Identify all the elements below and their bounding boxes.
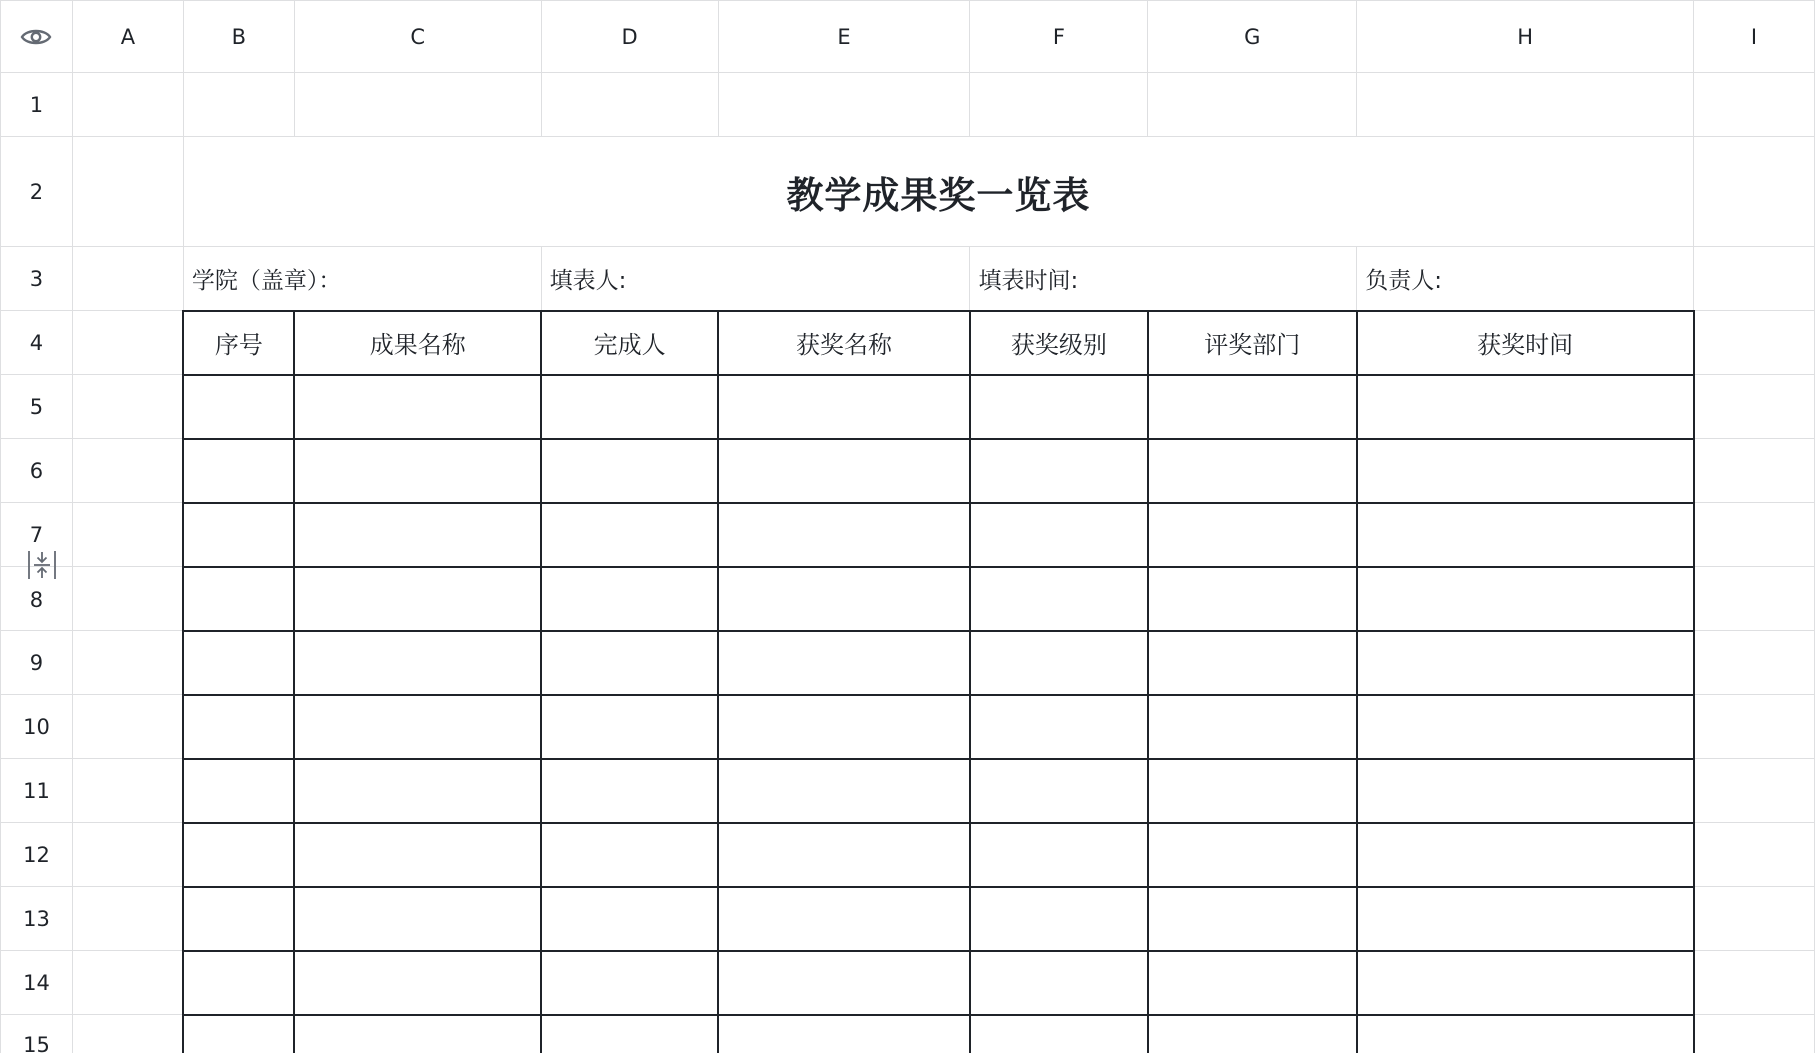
table-cell[interactable] — [970, 1015, 1148, 1053]
cell-i6[interactable] — [1694, 439, 1815, 503]
column-header-c[interactable]: C — [294, 1, 541, 73]
row-header-9[interactable]: 9 — [1, 631, 73, 695]
table-cell[interactable] — [541, 375, 718, 439]
table-cell[interactable] — [541, 567, 718, 631]
table-cell[interactable] — [294, 1015, 541, 1053]
cell-f1[interactable] — [970, 73, 1148, 137]
table-cell[interactable] — [183, 631, 294, 695]
table-cell[interactable] — [1148, 503, 1357, 567]
table-cell[interactable] — [541, 887, 718, 951]
cell-a7[interactable] — [72, 503, 183, 567]
column-header-a[interactable]: A — [72, 1, 183, 73]
cell-c1[interactable] — [294, 73, 541, 137]
table-cell[interactable] — [1148, 951, 1357, 1015]
table-cell[interactable] — [294, 695, 541, 759]
table-cell[interactable] — [970, 631, 1148, 695]
cell-a6[interactable] — [72, 439, 183, 503]
cell-a2[interactable] — [72, 137, 183, 247]
table-cell[interactable] — [1357, 503, 1694, 567]
table-cell[interactable] — [1148, 1015, 1357, 1053]
table-cell[interactable] — [1148, 567, 1357, 631]
row-header-14[interactable]: 14 — [1, 951, 73, 1015]
table-cell[interactable] — [183, 1015, 294, 1053]
cell-a8[interactable] — [72, 567, 183, 631]
column-header-d[interactable]: D — [541, 1, 718, 73]
table-cell[interactable] — [294, 631, 541, 695]
table-cell[interactable] — [1357, 695, 1694, 759]
row-header-1[interactable]: 1 — [1, 73, 73, 137]
cell-i1[interactable] — [1694, 73, 1815, 137]
row-header-3[interactable]: 3 — [1, 247, 73, 311]
column-header-g[interactable]: G — [1148, 1, 1357, 73]
cell-a13[interactable] — [72, 887, 183, 951]
cell-i7[interactable] — [1694, 503, 1815, 567]
column-header-h[interactable]: H — [1357, 1, 1694, 73]
college-label[interactable]: 学院（盖章）： — [183, 247, 541, 311]
row-header-2[interactable]: 2 — [1, 137, 73, 247]
row-header-7[interactable]: 7 — [1, 503, 73, 567]
table-cell[interactable] — [1357, 1015, 1694, 1053]
row-header-10[interactable]: 10 — [1, 695, 73, 759]
cell-a15[interactable] — [72, 1015, 183, 1053]
row-header-4[interactable]: 4 — [1, 311, 73, 375]
row-header-13[interactable]: 13 — [1, 887, 73, 951]
column-header-b[interactable]: B — [183, 1, 294, 73]
cell-a3[interactable] — [72, 247, 183, 311]
cell-i4[interactable] — [1694, 311, 1815, 375]
table-header-contributors[interactable]: 完成人 — [541, 311, 718, 375]
table-header-index[interactable]: 序号 — [183, 311, 294, 375]
table-cell[interactable] — [1357, 887, 1694, 951]
table-cell[interactable] — [1148, 375, 1357, 439]
table-cell[interactable] — [1357, 567, 1694, 631]
row-header-15[interactable]: 15 — [1, 1015, 73, 1053]
select-all-corner[interactable] — [1, 1, 73, 73]
column-header-e[interactable]: E — [718, 1, 970, 73]
table-cell[interactable] — [1357, 759, 1694, 823]
cell-i9[interactable] — [1694, 631, 1815, 695]
eye-icon[interactable] — [19, 25, 53, 49]
table-cell[interactable] — [718, 695, 970, 759]
table-cell[interactable] — [1357, 439, 1694, 503]
table-cell[interactable] — [1148, 631, 1357, 695]
table-cell[interactable] — [970, 823, 1148, 887]
table-cell[interactable] — [970, 567, 1148, 631]
table-cell[interactable] — [1148, 887, 1357, 951]
table-cell[interactable] — [541, 631, 718, 695]
table-cell[interactable] — [718, 439, 970, 503]
table-cell[interactable] — [1148, 439, 1357, 503]
column-header-i[interactable]: I — [1694, 1, 1815, 73]
table-cell[interactable] — [294, 375, 541, 439]
cell-a10[interactable] — [72, 695, 183, 759]
table-cell[interactable] — [183, 503, 294, 567]
filler-label[interactable]: 填表人: — [541, 247, 970, 311]
table-cell[interactable] — [183, 759, 294, 823]
table-cell[interactable] — [294, 567, 541, 631]
cell-d1[interactable] — [541, 73, 718, 137]
fill-time-label[interactable]: 填表时间: — [970, 247, 1357, 311]
table-cell[interactable] — [1148, 759, 1357, 823]
table-cell[interactable] — [1148, 823, 1357, 887]
table-cell[interactable] — [541, 439, 718, 503]
cell-i12[interactable] — [1694, 823, 1815, 887]
table-cell[interactable] — [1357, 631, 1694, 695]
table-cell[interactable] — [294, 823, 541, 887]
table-cell[interactable] — [294, 759, 541, 823]
table-cell[interactable] — [541, 951, 718, 1015]
table-cell[interactable] — [718, 503, 970, 567]
cell-a5[interactable] — [72, 375, 183, 439]
column-header-f[interactable]: F — [970, 1, 1148, 73]
cell-a9[interactable] — [72, 631, 183, 695]
table-cell[interactable] — [718, 887, 970, 951]
table-cell[interactable] — [541, 503, 718, 567]
table-cell[interactable] — [718, 759, 970, 823]
table-cell[interactable] — [541, 759, 718, 823]
table-cell[interactable] — [970, 503, 1148, 567]
table-cell[interactable] — [718, 951, 970, 1015]
cell-i8[interactable] — [1694, 567, 1815, 631]
cell-a12[interactable] — [72, 823, 183, 887]
table-cell[interactable] — [1357, 951, 1694, 1015]
table-header-achievement-name[interactable]: 成果名称 — [294, 311, 541, 375]
cell-i13[interactable] — [1694, 887, 1815, 951]
table-cell[interactable] — [718, 631, 970, 695]
cell-b1[interactable] — [183, 73, 294, 137]
table-cell[interactable] — [183, 695, 294, 759]
cell-i11[interactable] — [1694, 759, 1815, 823]
table-cell[interactable] — [183, 567, 294, 631]
cell-e1[interactable] — [718, 73, 970, 137]
cell-a4[interactable] — [72, 311, 183, 375]
row-header-6[interactable]: 6 — [1, 439, 73, 503]
cell-g1[interactable] — [1148, 73, 1357, 137]
table-cell[interactable] — [718, 1015, 970, 1053]
table-cell[interactable] — [541, 823, 718, 887]
table-cell[interactable] — [294, 439, 541, 503]
table-cell[interactable] — [970, 375, 1148, 439]
table-cell[interactable] — [718, 567, 970, 631]
sheet-title[interactable]: 教学成果奖一览表 — [183, 137, 1693, 247]
table-cell[interactable] — [183, 439, 294, 503]
table-header-award-date[interactable]: 获奖时间 — [1357, 311, 1694, 375]
table-cell[interactable] — [294, 503, 541, 567]
table-cell[interactable] — [970, 951, 1148, 1015]
row-header-5[interactable]: 5 — [1, 375, 73, 439]
table-header-award-department[interactable]: 评奖部门 — [1148, 311, 1357, 375]
table-cell[interactable] — [970, 439, 1148, 503]
cell-i5[interactable] — [1694, 375, 1815, 439]
table-cell[interactable] — [718, 375, 970, 439]
table-cell[interactable] — [1357, 823, 1694, 887]
table-cell[interactable] — [970, 695, 1148, 759]
table-cell[interactable] — [541, 695, 718, 759]
table-cell[interactable] — [541, 1015, 718, 1053]
row-resize-icon[interactable] — [26, 548, 58, 582]
table-cell[interactable] — [294, 951, 541, 1015]
table-cell[interactable] — [183, 887, 294, 951]
cell-a1[interactable] — [72, 73, 183, 137]
table-cell[interactable] — [1148, 695, 1357, 759]
cell-i3[interactable] — [1694, 247, 1815, 311]
table-cell[interactable] — [1357, 375, 1694, 439]
cell-a11[interactable] — [72, 759, 183, 823]
table-header-award-level[interactable]: 获奖级别 — [970, 311, 1148, 375]
table-cell[interactable] — [294, 887, 541, 951]
cell-a14[interactable] — [72, 951, 183, 1015]
cell-i2[interactable] — [1694, 137, 1815, 247]
cell-i14[interactable] — [1694, 951, 1815, 1015]
table-cell[interactable] — [183, 375, 294, 439]
row-header-11[interactable]: 11 — [1, 759, 73, 823]
table-cell[interactable] — [183, 823, 294, 887]
table-cell[interactable] — [970, 887, 1148, 951]
table-cell[interactable] — [970, 759, 1148, 823]
row-header-12[interactable]: 12 — [1, 823, 73, 887]
cell-i15[interactable] — [1694, 1015, 1815, 1053]
table-header-award-name[interactable]: 获奖名称 — [718, 311, 970, 375]
cell-h1[interactable] — [1357, 73, 1694, 137]
table-cell[interactable] — [183, 951, 294, 1015]
row-header-8[interactable]: 8 — [1, 567, 73, 631]
table-cell[interactable] — [718, 823, 970, 887]
owner-label[interactable]: 负责人: — [1357, 247, 1694, 311]
cell-i10[interactable] — [1694, 695, 1815, 759]
